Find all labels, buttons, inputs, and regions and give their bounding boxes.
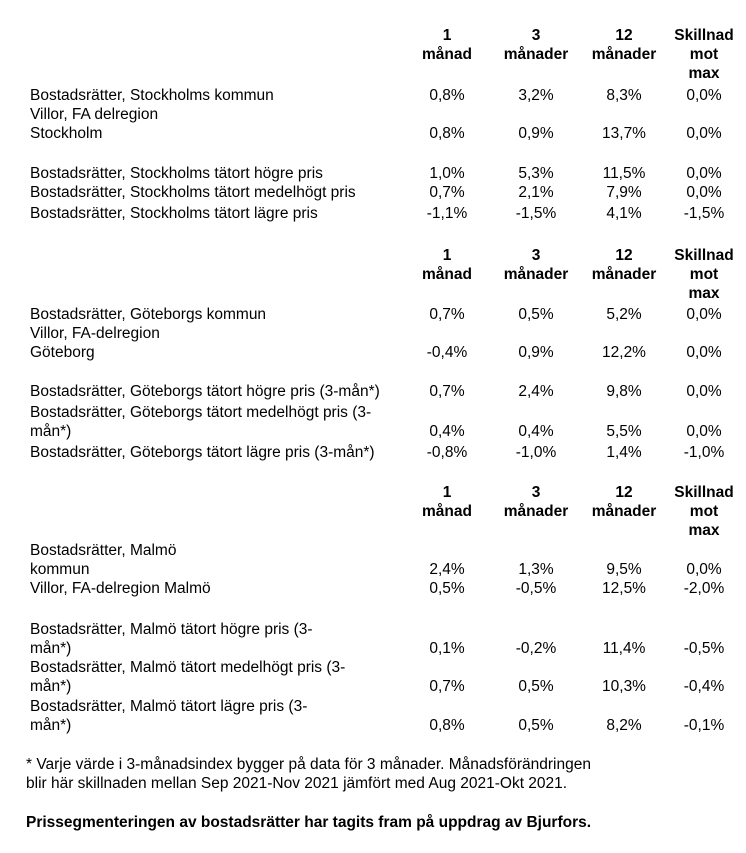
value-12m: 8,3% (606, 87, 642, 104)
value-3m: 2,4% (518, 383, 554, 400)
header-3-months: 3 månader (503, 247, 569, 283)
value-1m: 0,7% (429, 184, 465, 201)
value-12m: 12,2% (602, 344, 646, 361)
value-diff: 0,0% (686, 125, 722, 142)
value-diff: 0,0% (686, 184, 722, 201)
value-12m: 12,5% (602, 580, 646, 597)
value-12m: 13,7% (602, 125, 646, 142)
value-1m: 2,4% (429, 561, 465, 578)
value-diff: 0,0% (686, 344, 722, 361)
value-1m: 0,5% (429, 580, 465, 597)
header-diff-max: Skillnad mot max (674, 247, 734, 302)
value-12m: 4,1% (606, 205, 642, 222)
value-diff: -1,5% (683, 205, 725, 222)
header-12-months: 12 månader (591, 247, 657, 283)
value-3m: 3,2% (518, 87, 554, 104)
value-3m: -0,2% (515, 640, 557, 657)
value-1m: -0,8% (426, 444, 468, 461)
row-label: Bostadsrätter, Malmö tätort högre pris (3- mån*) (30, 621, 313, 657)
value-diff: 0,0% (686, 306, 722, 323)
header-1-month: 1 månad (422, 484, 472, 520)
header-3-months: 3 månader (503, 27, 569, 63)
value-diff: 0,0% (686, 561, 722, 578)
row-label: Bostadsrätter, Göteborgs tätort medelhögt pris (3- mån*) (30, 404, 372, 440)
value-1m: 0,8% (429, 87, 465, 104)
header-3-months: 3 månader (503, 484, 569, 520)
value-12m: 9,8% (606, 383, 642, 400)
value-12m: 5,5% (606, 423, 642, 440)
value-3m: 5,3% (518, 165, 554, 182)
row-label: Villor, FA-delregion Göteborg (30, 325, 160, 361)
row-label: Bostadsrätter, Göteborgs tätort lägre pris (3-mån*) (30, 444, 375, 461)
value-3m: 2,1% (518, 184, 554, 201)
header-1-month: 1 månad (422, 27, 472, 63)
row-label: Villor, FA delregion Stockholm (30, 106, 159, 142)
value-1m: 0,4% (429, 423, 465, 440)
value-12m: 11,4% (602, 640, 646, 657)
row-label: Bostadsrätter, Malmö kommun (30, 542, 177, 578)
value-diff: -0,4% (683, 678, 725, 695)
header-diff-max: Skillnad mot max (674, 484, 734, 539)
row-label: Bostadsrätter, Stockholms tätort lägre pris (30, 205, 318, 222)
value-diff: -1,0% (683, 444, 725, 461)
header-1-month: 1 månad (422, 247, 472, 283)
value-3m: -1,5% (515, 205, 557, 222)
row-label: Bostadsrätter, Göteborgs tätort högre pris (3-mån*) (30, 383, 380, 400)
header-12-months: 12 månader (591, 484, 657, 520)
value-diff: -0,1% (683, 717, 725, 734)
value-3m: -0,5% (515, 580, 557, 597)
row-label: Bostadsrätter, Malmö tätort medelhögt pris (3- mån*) (30, 659, 346, 695)
value-3m: 1,3% (518, 561, 554, 578)
footnote: * Varje värde i 3-månadsindex bygger på data för 3 månader. Månadsförändringen blir här skillnaden mellan Sep 2021-Nov 2021 jämfört med Aug 2021-Okt 2021. (26, 756, 591, 792)
value-1m: -0,4% (426, 344, 468, 361)
value-1m: 0,1% (429, 640, 465, 657)
value-1m: 0,8% (429, 125, 465, 142)
value-1m: 0,8% (429, 717, 465, 734)
value-1m: 0,7% (429, 383, 465, 400)
value-1m: 1,0% (429, 165, 465, 182)
row-label: Bostadsrätter, Stockholms kommun (30, 87, 274, 104)
row-label: Bostadsrätter, Malmö tätort lägre pris (3- mån*) (30, 698, 308, 734)
value-1m: 0,7% (429, 306, 465, 323)
value-12m: 10,3% (602, 678, 646, 695)
value-3m: 0,5% (518, 306, 554, 323)
value-12m: 9,5% (606, 561, 642, 578)
header-12-months: 12 månader (591, 27, 657, 63)
value-diff: -2,0% (683, 580, 725, 597)
value-3m: 0,9% (518, 344, 554, 361)
value-3m: -1,0% (515, 444, 557, 461)
row-label: Bostadsrätter, Stockholms tätort högre pris (30, 165, 323, 182)
row-label: Bostadsrätter, Stockholms tätort medelhögt pris (30, 184, 356, 201)
value-1m: -1,1% (426, 205, 468, 222)
value-3m: 0,5% (518, 717, 554, 734)
value-12m: 5,2% (606, 306, 642, 323)
credit-note: Prissegmenteringen av bostadsrätter har tagits fram på uppdrag av Bjurfors. (26, 814, 592, 831)
value-3m: 0,4% (518, 423, 554, 440)
header-diff-max: Skillnad mot max (674, 27, 734, 82)
value-diff: 0,0% (686, 423, 722, 440)
value-3m: 0,5% (518, 678, 554, 695)
value-12m: 11,5% (602, 165, 646, 182)
value-diff: 0,0% (686, 383, 722, 400)
row-label: Bostadsrätter, Göteborgs kommun (30, 306, 267, 323)
value-1m: 0,7% (429, 678, 465, 695)
value-diff: 0,0% (686, 87, 722, 104)
value-12m: 8,2% (606, 717, 642, 734)
row-label: Villor, FA-delregion Malmö (30, 580, 211, 597)
value-3m: 0,9% (518, 125, 554, 142)
value-diff: 0,0% (686, 165, 722, 182)
value-12m: 1,4% (606, 444, 642, 461)
value-12m: 7,9% (606, 184, 642, 201)
value-diff: -0,5% (683, 640, 725, 657)
